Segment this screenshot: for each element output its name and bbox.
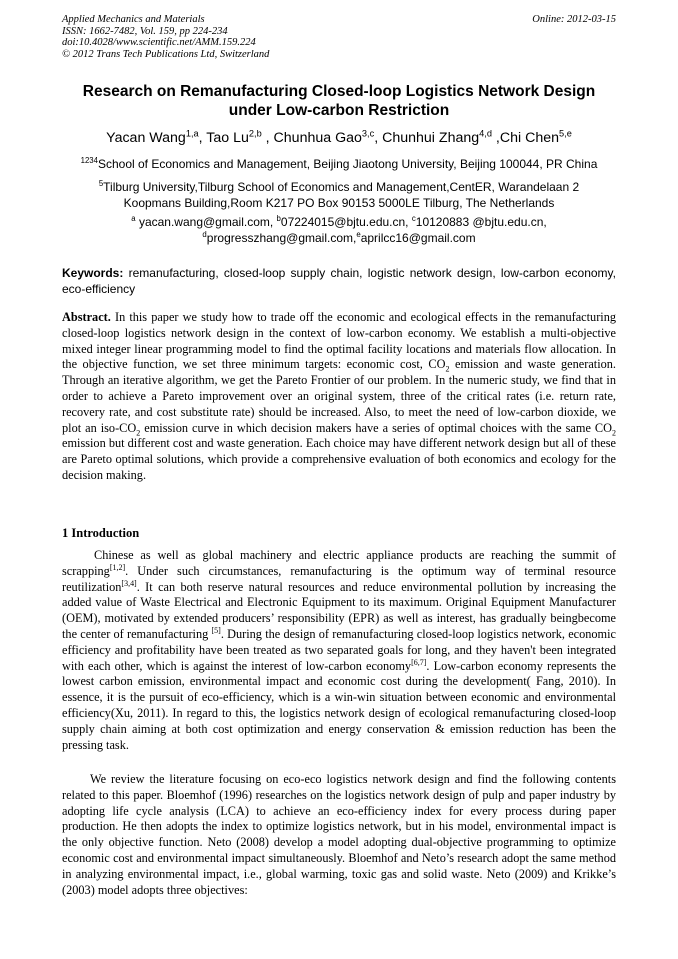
author-affil-mark: 4,d (479, 128, 492, 139)
issn-line: ISSN: 1662-7482, Vol. 159, pp 224-234 (62, 25, 228, 37)
section-heading: 1 Introduction (62, 526, 140, 540)
abstract-label: Abstract. (62, 310, 111, 324)
email-link[interactable]: yacan.wang@gmail.com, (138, 215, 274, 229)
affil-mark: 5 (98, 179, 104, 188)
email-list: $^a$ yacan.wang@gmail.com, $^b$07224015@bjtu.edu.cn, $^c$10120883 @bjtu.edu.cn, $^d$progresszhang@gmail.com,$^e$aprilcc16@gmail.com (131, 214, 547, 245)
author-affil-mark: 3,c (361, 128, 375, 139)
journal-name: Applied Mechanics and Materials (62, 14, 205, 25)
email-link[interactable]: 10120883 @bjtu.edu.cn, (415, 215, 547, 229)
author-list: Yacan Wang$^{1,a}$, Tao Lu$^{2,b}$ , Chunhua Gao$^{3,c}$, Chunhui Zhang$^{4,d}$ ,Chi Chen$^{5,e}$ (106, 128, 572, 146)
affil-mark: 1234 (80, 156, 98, 165)
abstract: Abstract. In this paper we study how to trade off the economic and ecological effects in the remanufacturing closed-loop logistics network design in the context of low-carbon economy. We establish a multi-objective mixed integer linear programming model to find the optimal facility locations and materials flow allocation. In the objective function, we set three minimum targets: economic cost, $CO_2$ emission and waste generation. Through an iterative algorithm, we get the Pareto Frontier of our problem. In the numeric study, we find that in order to achieve a Pareto improvement over an original system, three of the critical rates (i.e. return rate, recovery rate, and cost substitute rate) should be increased. Also, to meet the need of low-carbon dioxide, we plot an iso-$CO_2$ emission curve in which decision makers have a series of optimal choices with the same $CO_2$ emission but different cost and waste generation. Each choice may have different network design but all of these are Pareto optimal solutions, which provide a comprehensive evaluation of both economics and ecology for the decision making. (62, 310, 617, 482)
email-link[interactable]: aprilcc16@gmail.com (360, 231, 476, 245)
keywords-label: Keywords: (62, 266, 124, 280)
author-affil-mark: 5,e (559, 128, 572, 139)
doi-line[interactable]: doi:10.4028/www.scientific.net/AMM.159.224 (62, 37, 256, 49)
keywords (62, 265, 616, 297)
author-affil-mark: 2,b (248, 128, 262, 139)
affiliation-2: $^5$Tilburg University,Tilburg School of Economics and Management,CentER, Warandelaan 2 Koopmans Building,Room K217 PO Box 90153 5000LE Tilburg, The Netherlands (98, 179, 580, 210)
intro-paragraph-2: We review the literature focusing on eco-eco logistics network design and find the following contents related to this paper. Bloemhof (1996) researches on the logistics network design of pulp and paper industry by adopting life cycle analysis (LCA) to achieve an eco-efficiency index for every process during paper production. He then adopts the index to optimize logistics network, but in his model, environmental impact is the only objective function. Neto (2008) develop a model adopting dual-objective programming to optimize economic cost and environmental impact simultaneously. Bloemhof and Neto’s research adopt the same method in analyzing environmental impact, i.e., global warming, toxic gas and solid waste. Neto (2009) and Krikke’s (2003) model adopts three objectives: (62, 772, 616, 897)
author-name: Chunhui Zhang (382, 130, 480, 146)
author-name: Tao Lu (206, 130, 249, 146)
paper-title (62, 82, 616, 120)
citation[interactable]: [6,7] (411, 657, 427, 667)
author-name: Yacan Wang (106, 130, 186, 146)
author-name: Chunhua Gao (273, 130, 362, 146)
keywords-text: remanufacturing, closed-loop supply chain, logistic network design, low-carbon economy, eco-efficiency (62, 266, 616, 296)
title-line-1: Research on Remanufacturing Closed-loop Logistics Network Design (82, 83, 596, 100)
affiliation-1: $^{1234}$School of Economics and Management, Beijing Jiaotong University, Beijing 100044, PR China (80, 156, 598, 171)
email-link[interactable]: progresszhang@gmail.com, (206, 231, 357, 245)
author-affil-mark: 1,a (185, 128, 199, 139)
journal-header (62, 14, 269, 60)
copyright-line: © 2012 Trans Tech Publications Ltd, Switzerland (62, 48, 270, 60)
citation[interactable]: [1,2] (109, 562, 126, 572)
citation[interactable]: [5] (211, 625, 221, 635)
email-link[interactable]: 07224015@bjtu.edu.cn, (280, 215, 409, 229)
intro-paragraph-1: Chinese as well as global machinery and electric appliance products are reaching the summit of scrapping[1,2]. Under such circumstances, remanufacturing is the optimum way of terminal resource reutilization[3,4]. It can both reserve natural resources and reduce environmental pollution by increasing the added value of Waste Electrical and Electronic Equipment to its maximum. Original Equipment Manufacturer (OEM), motivated by extended producers’ responsibility (EPR) as well as interest, has gradually beingbecome the center of remanufacturing [5]. During the design of remanufacturing closed-loop logistics network, economic efficiency and profitability have been treated as two separated goals for long, and they haven't been integrated with each other, which is against the interest of low-carbon economy[6,7]. Low-carbon economy represents the lowest carbon emission, environmental impact and economic cost during the development( Fang, 2010). In essence, it is the pursuit of eco-efficiency, which is a win-win situation between economic and environmental efficiency(Xu, 2011). In regard to this, the logistics network design of ecological remanufacturing closed-loop supply chain aiming at both cost optimization and energy conservation & emission reduction has been the pressing task. (62, 548, 616, 752)
online-date: Online: 2012-03-15 (532, 14, 616, 25)
citation[interactable]: [3,4] (121, 578, 137, 588)
author-name: Chi Chen (499, 130, 560, 146)
title-line-2: under Low-carbon Restriction (228, 102, 450, 119)
